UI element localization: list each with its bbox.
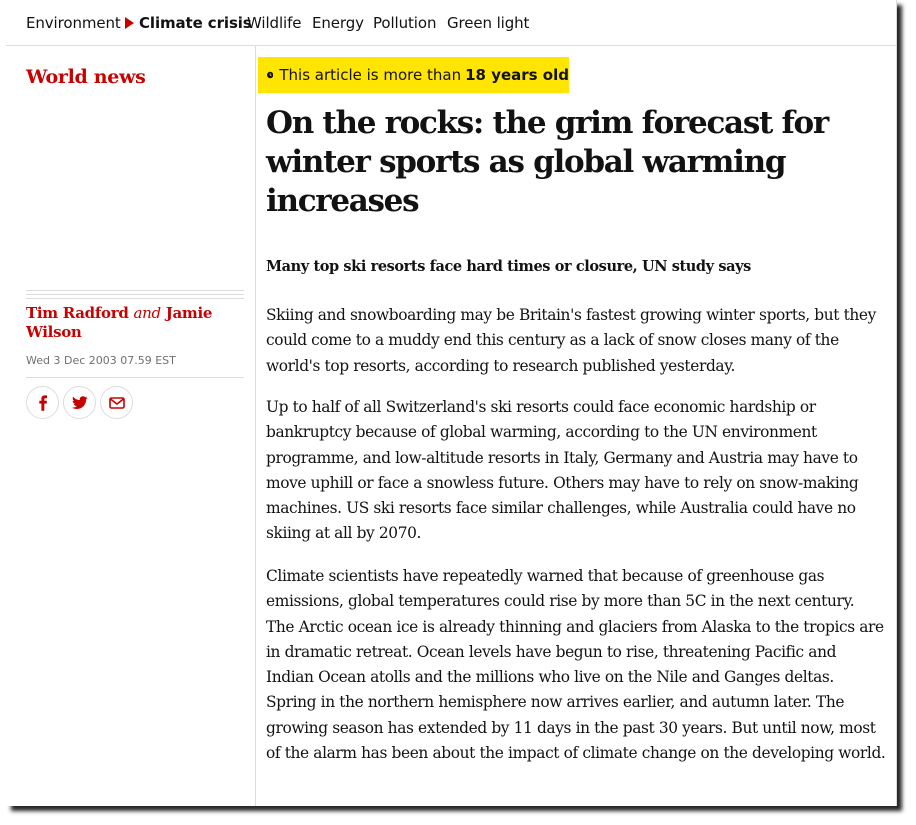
article-headline: On the rocks: the grim forecast for winter sports as global warming increases bbox=[266, 105, 828, 219]
subnav-pollution[interactable]: Pollution bbox=[373, 14, 437, 32]
meta-divider bbox=[26, 290, 244, 299]
facebook-icon bbox=[36, 395, 50, 411]
age-warning-age: 18 years old bbox=[465, 66, 569, 84]
article-main-column bbox=[256, 46, 897, 806]
age-warning-prefix: This article is more than bbox=[279, 66, 462, 84]
twitter-icon bbox=[72, 396, 88, 410]
subnav-climate-crisis[interactable]: Climate crisis bbox=[139, 14, 252, 32]
byline-joiner: and bbox=[133, 304, 161, 322]
subnav-energy[interactable]: Energy bbox=[312, 14, 364, 32]
share-email-button[interactable] bbox=[100, 386, 133, 419]
section-title[interactable]: World news bbox=[26, 66, 146, 88]
author-link[interactable]: Jamie Wilson bbox=[26, 304, 213, 341]
share-facebook-button[interactable] bbox=[26, 386, 59, 419]
clock-icon bbox=[267, 70, 273, 80]
article-paragraph: Up to half of all Switzerland's ski resorts could face economic hardship or bankruptcy because of global warming, according to the UN environment programme, and low-altitude resorts in Italy, Germany and Austria may have to move uphill or face a snowless future. Others may have to rely on snow-making machines. US ski resorts face similar challenges, while Australia could have no skiing at all by 2070. bbox=[266, 398, 859, 543]
article-paragraph: Climate scientists have repeatedly warned that because of greenhouse gas emissions, global temperatures could rise by more than 5C in the next century. The Arctic ocean ice is already thinning and glaciers from Alaska to the tropics are in dramatic retreat. Ocean levels have begun to rise, threatening Pacific and Indian Ocean atolls and the millions who live on the Nile and Ganges deltas. Spring in the northern hemisphere now arrives earlier, and autumn later. The growing season has extended by 11 days in the past 30 years. But until now, most of the alarm has been about the impact of climate change on the developing world. bbox=[266, 567, 886, 763]
subnav-environment[interactable]: Environment bbox=[26, 14, 121, 32]
article-page bbox=[6, 0, 897, 806]
section-subnav bbox=[6, 0, 897, 46]
subnav-wildlife[interactable]: Wildlife bbox=[247, 14, 302, 32]
article-meta-column bbox=[6, 46, 256, 806]
article-age-warning bbox=[258, 57, 569, 93]
email-icon bbox=[109, 397, 125, 409]
article-standfirst: Many top ski resorts face hard times or closure, UN study says bbox=[266, 258, 751, 275]
share-twitter-button[interactable] bbox=[63, 386, 96, 419]
subnav-green-light[interactable]: Green light bbox=[447, 14, 530, 32]
publish-date: Wed 3 Dec 2003 07.59 EST bbox=[26, 354, 176, 367]
byline bbox=[26, 304, 246, 342]
triangle-right-icon bbox=[125, 17, 134, 29]
divider bbox=[26, 377, 244, 378]
article-paragraph: Skiing and snowboarding may be Britain's fastest growing winter sports, but they could come to a muddy end this century as a lack of snow closes many of the world's top resorts, according to research published yesterday. bbox=[266, 306, 876, 375]
author-link[interactable]: Tim Radford bbox=[26, 304, 129, 322]
